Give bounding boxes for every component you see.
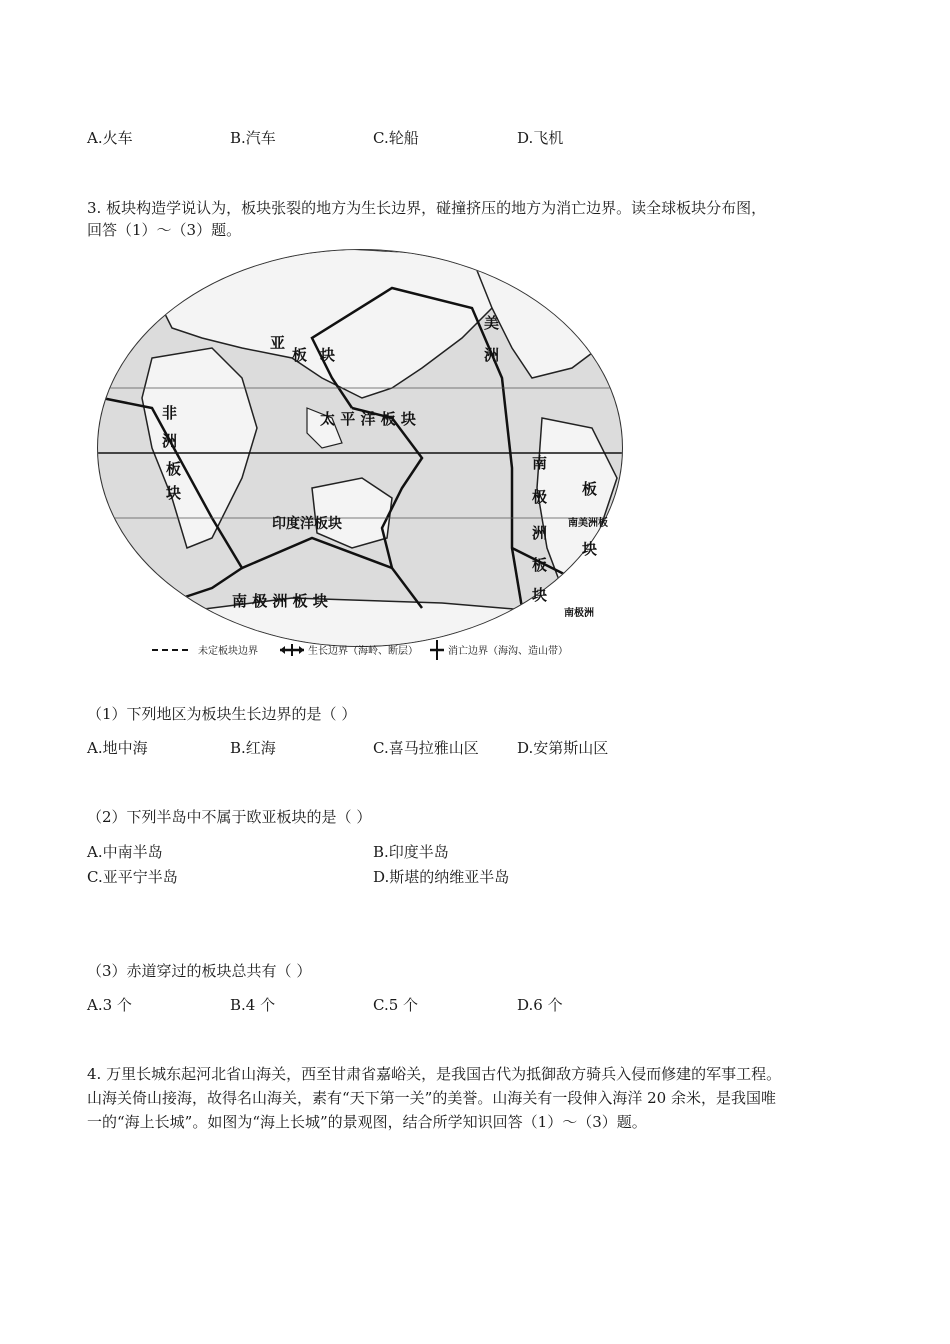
q3-sub1-option-c: C.喜马拉雅山区 (373, 739, 479, 757)
label-nazca-3: 洲 (532, 524, 548, 542)
q3-sub1-option-d: D.安第斯山区 (517, 739, 609, 757)
label-pacific: 太 平 洋 板 块 (320, 410, 416, 428)
q4-line2: 山海关倚山接海，故得名山海关，素有“天下第一关”的美誉。山海关有一段伸入海洋 20 余米，是我国唯 (87, 1089, 776, 1107)
label-african-2: 洲 (162, 432, 178, 450)
label-nazca-5: 块 (532, 586, 548, 604)
q3-sub3-option-d: D.6 个 (517, 996, 563, 1014)
label-eurasian-2: 板 (292, 346, 308, 364)
q3-sub1-option-a: A.地中海 (87, 739, 148, 757)
label-american-2: 洲 (484, 346, 500, 364)
q2-option-b: B.汽车 (230, 129, 276, 147)
q3-sub2-option-b: B.印度半岛 (373, 843, 449, 861)
q3-stem-line2: 回答（1）～（3）题。 (87, 221, 242, 239)
q3-sub1-question: （1）下列地区为板块生长边界的是（ ） (87, 705, 357, 723)
label-eurasian-1: 亚 (270, 334, 286, 352)
q3-sub3-question: （3）赤道穿过的板块总共有（ ） (87, 962, 312, 980)
q3-sub3-option-c: C.5 个 (373, 996, 419, 1014)
plate-map-figure (92, 248, 632, 668)
label-african-1: 非 (162, 404, 178, 422)
q3-sub2-option-d: D.斯堪的纳维亚半岛 (373, 868, 510, 886)
label-south-america-small: 南美洲板 (568, 518, 608, 529)
q4-line1: 4. 万里长城东起河北省山海关，西至甘肃省嘉峪关，是我国古代为抵御敌方骑兵入侵而修建的军事工程。 (87, 1065, 782, 1083)
label-african-4: 块 (166, 484, 182, 502)
plate-map-svg (92, 248, 632, 668)
q3-sub2-option-a: A.中南半岛 (87, 843, 163, 861)
q3-sub3-option-a: A.3 个 (87, 996, 132, 1014)
label-african-3: 板 (166, 460, 182, 478)
label-nazca-4: 板 (532, 556, 548, 574)
label-eurasian-3: 块 (320, 346, 336, 364)
q4-line3: 一的“海上长城”。如图为“海上长城”的景观图，结合所学知识回答（1）～（3）题。 (87, 1113, 647, 1131)
q3-stem-line1: 3. 板块构造学说认为，板块张裂的地方为生长边界，碰撞挤压的地方为消亡边界。读全球板块分布图， (87, 199, 767, 217)
label-american-1: 美 (484, 314, 500, 332)
q3-sub2-question: （2）下列半岛中不属于欧亚板块的是（ ） (87, 808, 372, 826)
label-antarctic: 南 极 洲 板 块 (232, 592, 328, 610)
legend-growth: 生长边界（海岭、断层） (308, 646, 418, 657)
q3-sub1-option-b: B.红海 (230, 739, 276, 757)
label-indian: 印度洋板块 (272, 516, 342, 532)
antarctica-landmass (92, 598, 632, 668)
label-nazca-2: 极 (532, 488, 548, 506)
label-nazca-1: 南 (532, 454, 548, 472)
q2-option-d: D.飞机 (517, 129, 564, 147)
label-south-america-2: 块 (582, 540, 598, 558)
legend-subduction: 消亡边界（海沟、造山带） (448, 646, 568, 657)
q3-sub3-option-b: B.4 个 (230, 996, 276, 1014)
q2-option-a: A.火车 (87, 129, 133, 147)
label-antarctic-corner: 南极洲 (564, 608, 594, 619)
q2-option-c: C.轮船 (373, 129, 419, 147)
q3-sub2-option-c: C.亚平宁半岛 (87, 868, 178, 886)
legend-undetermined: 未定板块边界 (198, 646, 258, 657)
label-south-america-1: 板 (582, 480, 598, 498)
